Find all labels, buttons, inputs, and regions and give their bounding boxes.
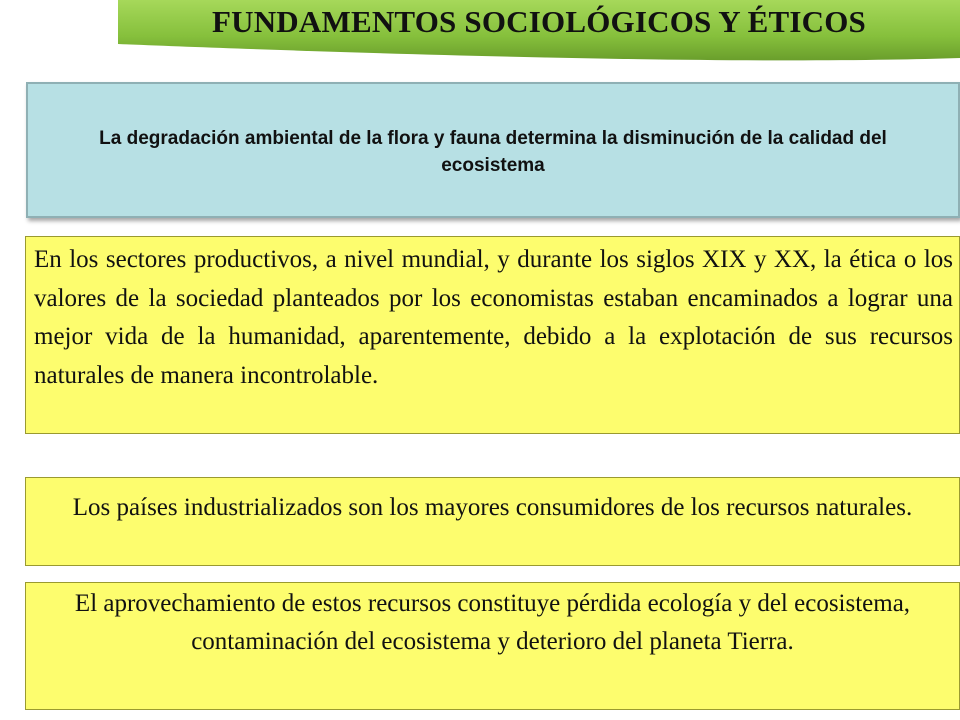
paragraph-box-3 bbox=[25, 582, 960, 710]
paragraph-text-1: En los sectores productivos, a nivel mundial, y durante los siglos XIX y XX, la ética o los valores de la sociedad planteados por los economistas estaban encaminados a lograr una mejor vida de la humanidad, aparentemente, debido a la explotación de sus recursos naturales de manera incontrolable. bbox=[34, 246, 953, 389]
title-banner bbox=[118, 0, 960, 62]
page-title: FUNDAMENTOS SOCIOLÓGICOS Y ÉTICOS bbox=[212, 4, 866, 39]
highlight-text: La degradación ambiental de la flora y fauna determina la disminución de la calidad del ecosistema bbox=[99, 128, 887, 176]
paragraph-text-3: El aprovechamiento de estos recursos constituye pérdida ecología y del ecosistema, contaminación del ecosistema y deterioro del planeta Tierra. bbox=[74, 590, 911, 655]
paragraph-box-1 bbox=[25, 236, 960, 434]
highlight-box bbox=[26, 82, 960, 218]
paragraph-text-2: Los países industrializados son los mayores consumidores de los recursos naturales. bbox=[72, 494, 913, 521]
paragraph-box-2 bbox=[25, 477, 960, 566]
